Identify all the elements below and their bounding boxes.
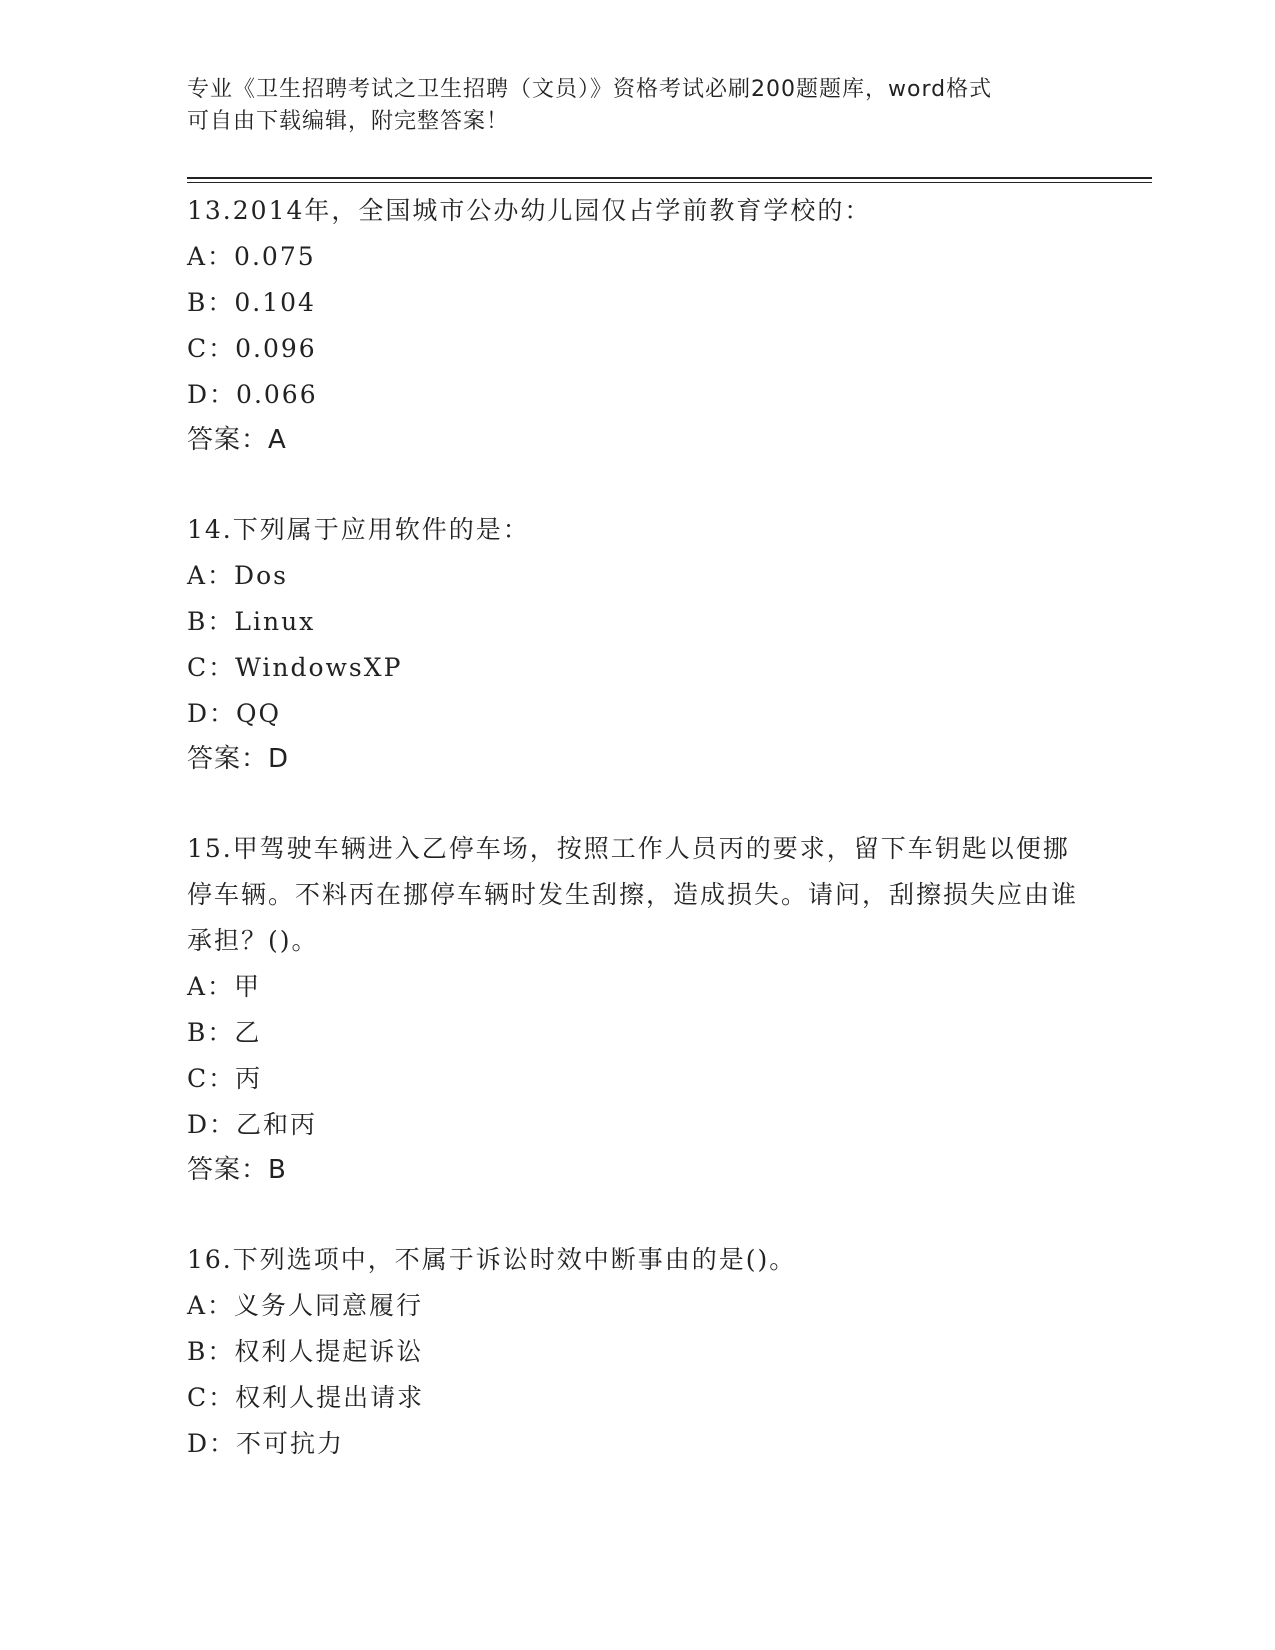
- option-a: A：0.075: [187, 242, 316, 271]
- option-c: C：WindowsXP: [187, 653, 403, 682]
- document-header: [187, 74, 1087, 138]
- question-stem: 15.甲驾驶车辆进入乙停车场，按照工作人员丙的要求，留下车钥匙以便挪停车辆。不料丙在挪停车辆时发生刮擦，造成损失。请问，刮擦损失应由谁承担？()。: [187, 834, 1079, 955]
- question-stem: 13.2014年，全国城市公办幼儿园仅占学前教育学校的：: [187, 196, 872, 225]
- header-divider-thick: [187, 177, 1152, 179]
- option-d: D：QQ: [187, 699, 282, 728]
- question-15: [187, 826, 1087, 1192]
- header-line-1: 专业《卫生招聘考试之卫生招聘（文员）》资格考试必刷200题题库，word格式: [187, 77, 993, 102]
- answer-text: 答案：A: [187, 425, 287, 455]
- option-c: C：0.096: [187, 334, 317, 363]
- header-divider-thin: [187, 182, 1152, 183]
- question-14: [187, 507, 1087, 781]
- option-c: C：丙: [187, 1064, 263, 1093]
- option-d: D：0.066: [187, 380, 318, 409]
- option-b: B：Linux: [187, 607, 316, 636]
- option-a: A：甲: [187, 972, 262, 1001]
- question-13: [187, 188, 1087, 462]
- question-list: [187, 188, 1087, 1512]
- answer-text: 答案：B: [187, 1155, 287, 1185]
- question-stem: 16.下列选项中，不属于诉讼时效中断事由的是()。: [187, 1245, 797, 1274]
- option-c: C：权利人提出请求: [187, 1383, 425, 1412]
- header-line-2: 可自由下载编辑，附完整答案！: [187, 109, 510, 134]
- option-a: A：义务人同意履行: [187, 1291, 424, 1320]
- option-d: D：不可抗力: [187, 1429, 345, 1458]
- option-b: B：权利人提起诉讼: [187, 1337, 424, 1366]
- option-d: D：乙和丙: [187, 1110, 318, 1139]
- option-a: A：Dos: [187, 561, 288, 590]
- option-b: B：0.104: [187, 288, 316, 317]
- answer-text: 答案：D: [187, 744, 290, 774]
- option-b: B：乙: [187, 1018, 262, 1047]
- question-stem: 14.下列属于应用软件的是：: [187, 515, 530, 544]
- question-16: [187, 1237, 1087, 1467]
